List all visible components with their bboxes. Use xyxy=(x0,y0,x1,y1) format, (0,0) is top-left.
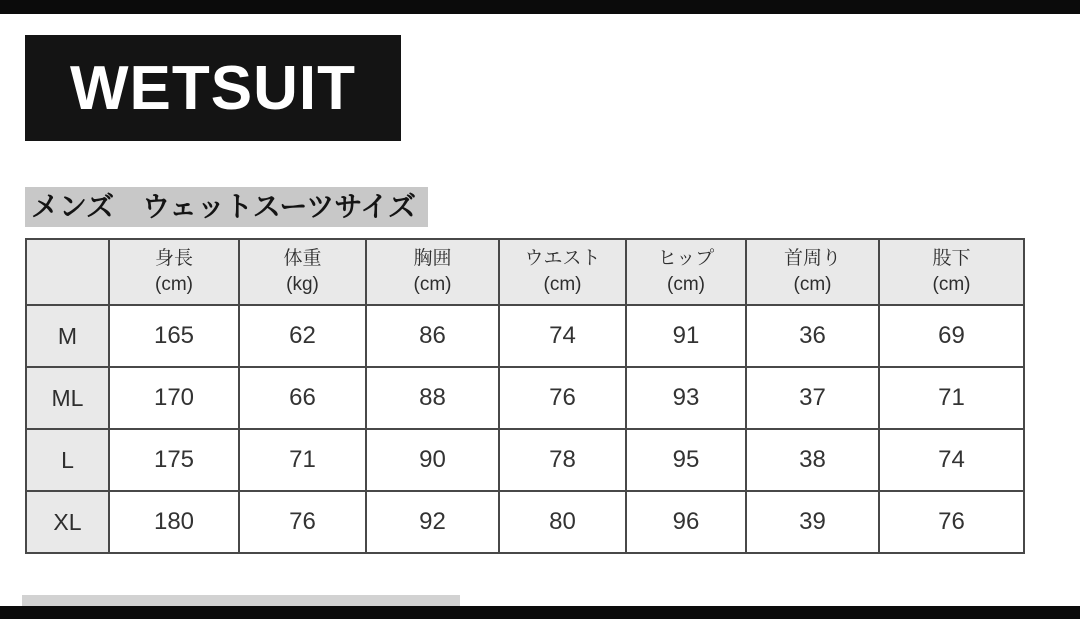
column-header-inseam xyxy=(879,239,1024,305)
cell-hip: 95 xyxy=(626,429,746,491)
cell-height: 165 xyxy=(109,305,239,367)
table-row-size-l xyxy=(26,429,1024,491)
cell-height: 180 xyxy=(109,491,239,553)
column-label: ウエスト xyxy=(524,248,601,270)
column-unit: (cm) xyxy=(667,274,705,295)
cell-neck: 36 xyxy=(746,305,879,367)
cell-chest: 88 xyxy=(366,367,499,429)
column-header-chest xyxy=(366,239,499,305)
column-label: 胸囲 xyxy=(413,248,452,270)
size-label: ML xyxy=(26,367,109,429)
cell-hip: 93 xyxy=(626,367,746,429)
cell-neck: 39 xyxy=(746,491,879,553)
wetsuit-logo-box xyxy=(25,35,401,141)
column-label: ヒップ xyxy=(657,248,715,270)
cell-hip: 96 xyxy=(626,491,746,553)
cell-waist: 78 xyxy=(499,429,626,491)
column-unit: (cm) xyxy=(413,274,452,295)
cell-inseam: 69 xyxy=(879,305,1024,367)
column-label: 首周り xyxy=(783,248,841,270)
size-label: L xyxy=(26,429,109,491)
cell-weight: 66 xyxy=(239,367,366,429)
cell-chest: 92 xyxy=(366,491,499,553)
column-header-waist xyxy=(499,239,626,305)
cell-weight: 71 xyxy=(239,429,366,491)
column-unit: (kg) xyxy=(286,274,319,295)
cell-hip: 91 xyxy=(626,305,746,367)
cell-chest: 86 xyxy=(366,305,499,367)
cell-height: 175 xyxy=(109,429,239,491)
size-label: M xyxy=(26,305,109,367)
cell-waist: 74 xyxy=(499,305,626,367)
cell-waist: 76 xyxy=(499,367,626,429)
size-chart-table xyxy=(25,238,1025,554)
cell-inseam: 71 xyxy=(879,367,1024,429)
column-header-hip xyxy=(626,239,746,305)
cell-inseam: 76 xyxy=(879,491,1024,553)
column-label: 身長 xyxy=(154,248,193,270)
column-unit: (cm) xyxy=(543,274,582,295)
cell-weight: 76 xyxy=(239,491,366,553)
cell-chest: 90 xyxy=(366,429,499,491)
cell-inseam: 74 xyxy=(879,429,1024,491)
cell-neck: 37 xyxy=(746,367,879,429)
cell-height: 170 xyxy=(109,367,239,429)
cell-neck: 38 xyxy=(746,429,879,491)
corner-cell xyxy=(26,239,109,305)
next-section-highlight-strip xyxy=(22,595,460,606)
column-header-weight xyxy=(239,239,366,305)
cell-weight: 62 xyxy=(239,305,366,367)
bottom-letterbox-bar xyxy=(0,606,1080,619)
column-label: 体重 xyxy=(283,248,322,270)
column-unit: (cm) xyxy=(932,274,971,295)
wetsuit-logo-text: WETSUIT xyxy=(70,53,356,123)
column-unit: (cm) xyxy=(793,274,832,295)
section-heading-mens-wetsuit-size: メンズ ウェットスーツサイズ xyxy=(25,187,428,227)
header-row xyxy=(26,239,1024,305)
column-unit: (cm) xyxy=(155,274,193,295)
table-row-size-xl xyxy=(26,491,1024,553)
column-header-neck xyxy=(746,239,879,305)
top-letterbox-bar xyxy=(0,0,1080,14)
table-row-size-ml xyxy=(26,367,1024,429)
column-label: 股下 xyxy=(932,248,971,270)
size-label: XL xyxy=(26,491,109,553)
column-header-height xyxy=(109,239,239,305)
table-row-size-m xyxy=(26,305,1024,367)
cell-waist: 80 xyxy=(499,491,626,553)
